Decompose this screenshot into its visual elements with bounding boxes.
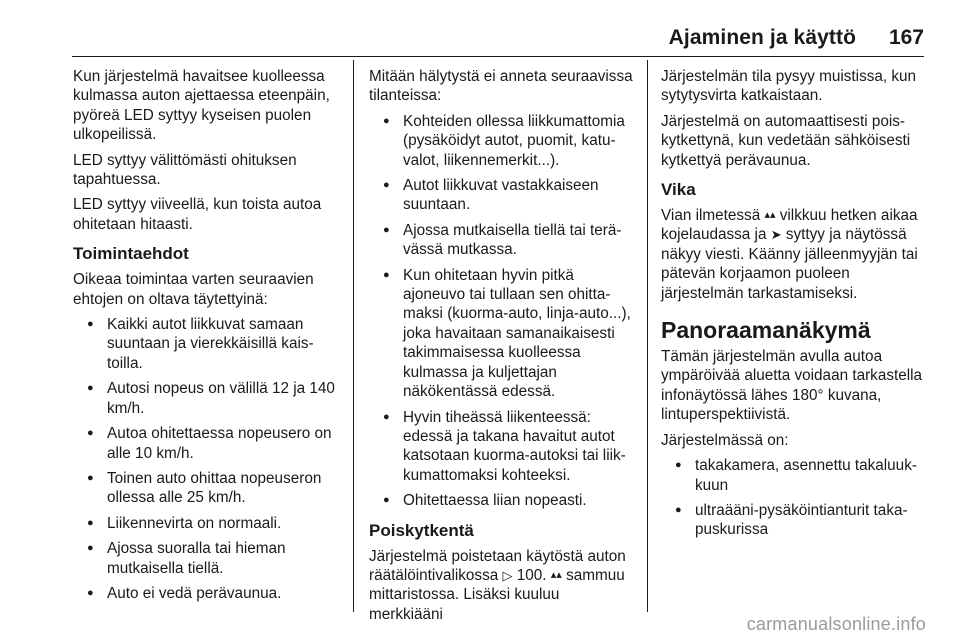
list-item: ● ultraääni-pysäköintianturit takapuskurissa: [661, 501, 927, 540]
paragraph: LED syttyy viiveellä, kun toista autoa ohitetaan hitaasti.: [73, 196, 322, 233]
list-item: ● Kohteiden ollessa liikkumattomia (pysäköidyt autot, puomit, katuvalot, liikennemerkit...).: [369, 112, 637, 170]
page-reference-arrow-icon: ▷: [502, 567, 513, 583]
column-divider: [353, 60, 354, 612]
chapter-title: Ajaminen ja käyttö: [668, 26, 856, 49]
paragraph: [661, 206, 927, 303]
service-vehicle-icon: ➤: [770, 227, 782, 243]
page-number: 167: [888, 26, 924, 49]
column-2: [369, 67, 637, 630]
list-item: ● Autosi nopeus on välillä 12 ja 140 km/h.: [73, 379, 343, 418]
watermark: carmanualsonline.info: [746, 614, 926, 634]
list-item: ● Hyvin tiheässä liikenteessä: edessä ja takana havaitut autot katsotaan kuorma-autoksi tai liikkumattomaksi kohteeksi.: [369, 408, 637, 486]
text-run: vilkkuu hetken aikaa kojelaudassa ja: [661, 207, 918, 244]
page-header: [0, 0, 960, 56]
section-heading-panoraamanakyma: Panoraamanäkymä: [661, 317, 871, 344]
list-item: ● Liikennevirta on normaali.: [73, 514, 343, 533]
section-heading-toimintaehdot: Toimintaehdot: [73, 244, 189, 264]
paragraph: Tämän järjestelmän avulla autoa ympäröivää aluetta voidaan tarkastella infonäytössä lähes 180° kuvana, lintuperspektiivistä.: [661, 348, 923, 424]
text-run: Järjestelmä poistetaan käytöstä auton räätälöintivalikossa: [369, 547, 626, 584]
column-3: [661, 67, 927, 546]
paragraph: Järjestelmän tila pysyy muistissa, kun sytytysvirta katkaistaan.: [661, 68, 917, 105]
list-item: ● Kaikki autot liikkuvat samaan suuntaan ja vierekkäisillä kaistoilla.: [73, 315, 343, 373]
blind-spot-warning-icon: ▴▴: [550, 568, 562, 581]
column-1: [73, 67, 343, 609]
no-alert-list: [369, 112, 637, 511]
list-item: ● Toinen auto ohittaa nopeuseron ollessa alle 25 km/h.: [73, 469, 343, 508]
list-item: ● takakamera, asennettu takaluukkuun: [661, 456, 927, 495]
paragraph: [369, 547, 637, 625]
column-divider: [647, 60, 648, 612]
system-components-list: [661, 456, 927, 540]
page-reference[interactable]: 100.: [516, 566, 547, 584]
list-item: ● Ajossa mutkaisella tiellä tai terävässä mutkassa.: [369, 221, 637, 260]
text-run: syttyy ja näytössä näkyy viesti. Käänny jälleenmyyjän tai pätevän korjaamon puoleen järjestelmän tarkastamiseksi.: [661, 226, 918, 302]
condition-list: [73, 315, 343, 603]
list-item: ● Ohitettaessa liian nopeasti.: [369, 491, 637, 510]
list-item: ● Autot liikkuvat vastakkaiseen suuntaan.: [369, 176, 637, 215]
list-item: ● Ajossa suoralla tai hieman mutkaisella tiellä.: [73, 539, 343, 578]
paragraph: Järjestelmässä on:: [661, 431, 789, 449]
section-heading-poiskytkenta: Poiskytkentä: [369, 520, 474, 540]
paragraph: Kun järjestelmä havaitsee kuolleessa kulmassa auton ajettaessa eteenpäin, pyöreä LED syttyy kyseisen puolen ulkopeilissä.: [73, 68, 330, 144]
paragraph: Mitään hälytystä ei anneta seuraavissa tilanteissa:: [369, 68, 633, 105]
list-item: ● Auto ei vedä perävaunua.: [73, 584, 343, 603]
paragraph: Järjestelmä on automaattisesti poiskytkettynä, kun vedetään sähköisesti kytkettyä perävaunua.: [661, 112, 911, 169]
text-run: Vian ilmetessä: [661, 207, 761, 225]
header-rule: [72, 56, 924, 57]
list-item: ● Autoa ohitettaessa nopeusero on alle 10 km/h.: [73, 424, 343, 463]
paragraph: LED syttyy välittömästi ohituksen tapahtuessa.: [73, 151, 297, 189]
blind-spot-warning-icon: ▴▴: [764, 209, 776, 222]
section-heading-vika: Vika: [661, 180, 696, 200]
list-item: ● Kun ohitetaan hyvin pitkä ajoneuvo tai tullaan sen ohittamaksi (kuorma-auto, linja-auto...), joka havaitaan samanaikaisesti takimmaisessa kuolleessa kulmassa ja kuljettajan näkökentässä edessä.: [369, 266, 637, 402]
paragraph: Oikeaa toimintaa varten seuraavien ehtojen on oltava täytettyinä:: [73, 271, 314, 308]
text-run: sammuu mittaristossa. Lisäksi kuuluu merkkiääni: [369, 566, 625, 623]
